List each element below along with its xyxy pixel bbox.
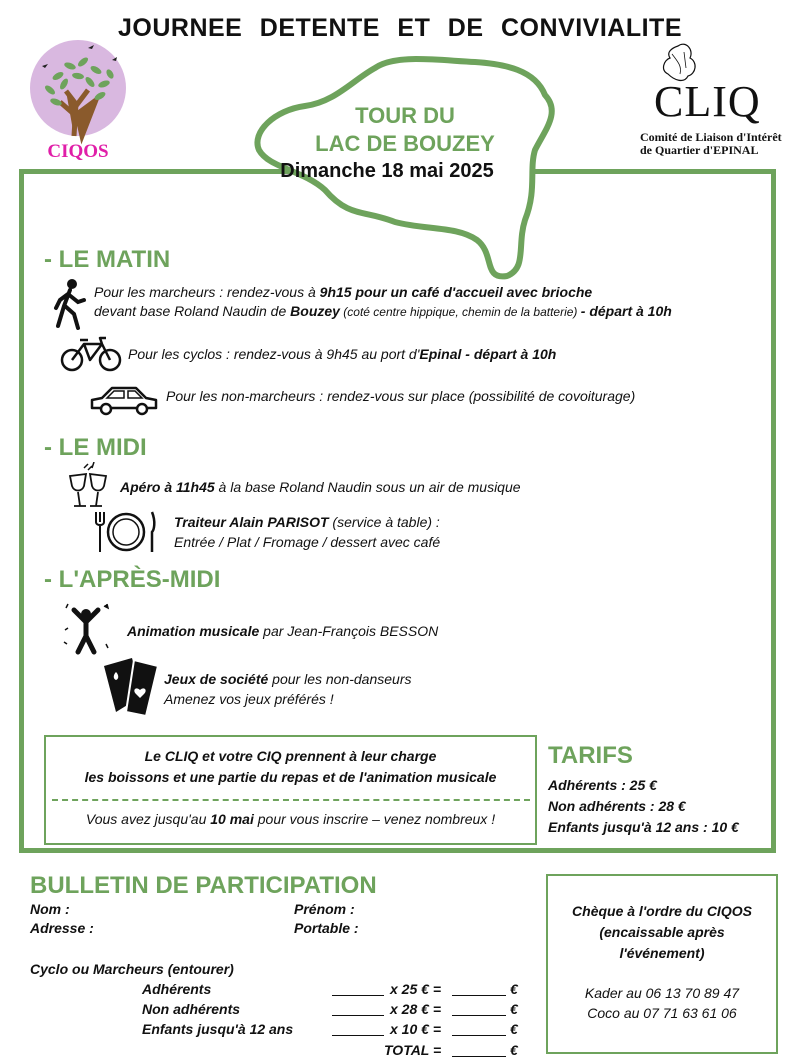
cheque-line2: (encaissable après bbox=[599, 924, 725, 940]
dancer-icon bbox=[60, 602, 112, 656]
cheque-line3: l'événement) bbox=[619, 945, 705, 961]
amount-blank-adherents[interactable] bbox=[452, 983, 506, 996]
apero-line: Apéro à 11h45 à la base Roland Naudin sous un air de musique bbox=[120, 479, 521, 495]
champagne-glasses-icon bbox=[64, 462, 114, 510]
contact-kader: Kader au 06 13 70 89 47 bbox=[584, 985, 740, 1001]
jeux-line1: Jeux de société pour les non-danseurs bbox=[164, 671, 412, 687]
tarif-non-adherents: Non adhérents : 28 € bbox=[548, 798, 686, 814]
cyclists-line: Pour les cyclos : rendez-vous à 9h45 au port d'Epinal - départ à 10h bbox=[128, 346, 557, 362]
euro-sign-1: € bbox=[510, 981, 518, 997]
amount-blank-non-adherents[interactable] bbox=[452, 1003, 506, 1016]
adresse-label: Adresse : bbox=[30, 920, 94, 936]
cliq-logo-text: CLIQ bbox=[654, 77, 761, 126]
row-non-adherents-label: Non adhérents bbox=[142, 1001, 241, 1017]
qty-blank-enfants[interactable] bbox=[332, 1023, 384, 1036]
tarif-adherents: Adhérents : 25 € bbox=[548, 777, 657, 793]
portable-label: Portable : bbox=[294, 920, 359, 936]
info-line2: les boissons et une partie du repas et de l'animation musicale bbox=[84, 769, 497, 785]
event-date: Dimanche 18 mai 2025 bbox=[280, 160, 494, 182]
row-non-adherents-mult: x 28 € = bbox=[390, 1001, 441, 1017]
tarifs-heading: TARIFS bbox=[548, 742, 633, 769]
euro-sign-total: € bbox=[510, 1042, 518, 1058]
tarif-enfants: Enfants jusqu'à 12 ans : 10 € bbox=[548, 819, 739, 835]
section-midi: - LE MIDI bbox=[44, 434, 147, 461]
traiteur-line2: Entrée / Plat / Fromage / dessert avec café bbox=[174, 534, 441, 550]
euro-sign-2: € bbox=[510, 1001, 518, 1017]
cheque-line1: Chèque à l'ordre du CIQOS bbox=[572, 903, 752, 919]
nom-label: Nom : bbox=[30, 901, 70, 917]
cliq-subtitle-2: de Quartier d'EPINAL bbox=[640, 143, 759, 157]
info-divider bbox=[52, 799, 530, 801]
row-enfants-mult: x 10 € = bbox=[390, 1021, 441, 1037]
info-line1: Le CLIQ et votre CIQ prennent à leur charge bbox=[144, 748, 437, 764]
contact-coco: Coco au 07 71 63 61 06 bbox=[587, 1005, 737, 1021]
traiteur-line1: Traiteur Alain PARISOT (service à table) : bbox=[174, 514, 440, 530]
tour-title-line1: TOUR DU bbox=[355, 103, 455, 128]
row-enfants-label: Enfants jusqu'à 12 ans bbox=[142, 1021, 294, 1037]
walkers-line1: Pour les marcheurs : rendez-vous à 9h15 pour un café d'accueil avec brioche bbox=[94, 284, 593, 300]
walkers-line2: devant base Roland Naudin de Bouzey (coté centre hippique, chemin de la batterie) - départ à 10h bbox=[94, 303, 672, 319]
walker-icon bbox=[48, 278, 88, 330]
row-adherents-mult: x 25 € = bbox=[390, 981, 441, 997]
section-matin: - LE MATIN bbox=[44, 246, 171, 273]
plate-cutlery-icon bbox=[92, 508, 158, 554]
row-adherents-label: Adhérents bbox=[142, 981, 212, 997]
main-title: JOURNEE DETENTE ET DE CONVIVIALITE bbox=[117, 14, 682, 42]
bulletin-heading: BULLETIN DE PARTICIPATION bbox=[30, 872, 377, 899]
tour-title-line2: LAC DE BOUZEY bbox=[315, 131, 495, 156]
info-line3: Vous avez jusqu'au 10 mai pour vous inscrire – venez nombreux ! bbox=[85, 811, 496, 827]
total-label: TOTAL = bbox=[384, 1042, 442, 1058]
amount-blank-enfants[interactable] bbox=[452, 1023, 506, 1036]
cyclo-label: Cyclo ou Marcheurs (entourer) bbox=[30, 961, 234, 977]
total-blank[interactable] bbox=[452, 1044, 506, 1057]
jeux-line2: Amenez vos jeux préférés ! bbox=[164, 691, 334, 707]
bicycle-icon bbox=[60, 334, 122, 374]
prenom-label: Prénom : bbox=[294, 901, 355, 917]
section-apresmidi: - L'APRÈS-MIDI bbox=[44, 566, 221, 593]
playing-cards-icon bbox=[102, 656, 160, 718]
ciqos-logo-text: CIQOS bbox=[47, 141, 109, 162]
cliq-subtitle-1: Comité de Liaison d'Intérêt bbox=[640, 130, 782, 144]
qty-blank-non-adherents[interactable] bbox=[332, 1003, 384, 1016]
animation-line: Animation musicale par Jean-François BESSON bbox=[127, 623, 439, 639]
qty-blank-adherents[interactable] bbox=[332, 983, 384, 996]
car-icon bbox=[88, 382, 160, 418]
euro-sign-3: € bbox=[510, 1021, 518, 1037]
nonwalkers-line: Pour les non-marcheurs : rendez-vous sur place (possibilité de covoiturage) bbox=[166, 388, 636, 404]
